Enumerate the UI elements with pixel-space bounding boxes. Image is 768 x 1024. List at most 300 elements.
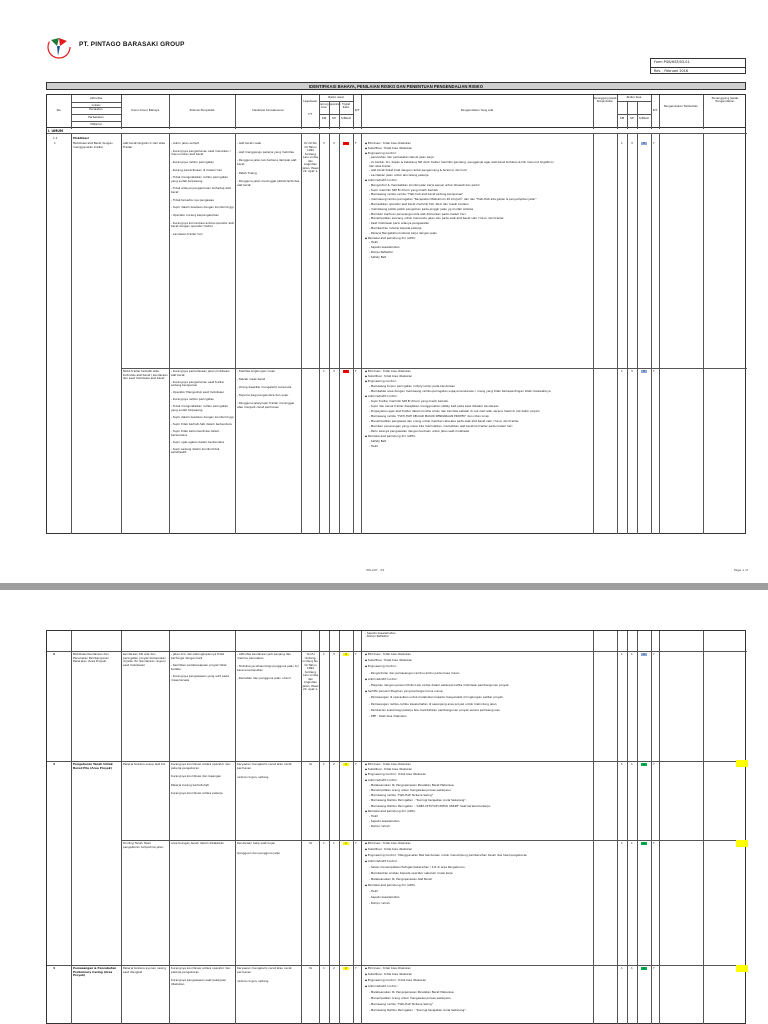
control-item: - Supir memiliki SIM B Umum yang masih berlaku	[369, 187, 439, 192]
legal-cell: Ya	[308, 966, 313, 970]
likelihood-value: 1	[323, 652, 325, 656]
form-number: Form PGB/HSE/03-01	[654, 60, 690, 64]
grid-line	[47, 133, 747, 134]
control-item: ◆ Sertifik personil Plagman yang berlangsi harus cukup.	[365, 690, 560, 693]
control-item: ◆ Pemakai alat pelindung diri (APD).	[365, 810, 560, 813]
grid-line	[593, 95, 594, 129]
control-item: - Helm	[369, 444, 379, 448]
cause-item: - Kurang pemeriksaan di malam hari	[171, 167, 223, 172]
control-item: ◆ Engineering Control :	[365, 380, 560, 383]
col-header-legal: Legalisasi	[303, 99, 317, 103]
residual-risk-cell: 3	[641, 370, 647, 374]
severity-value: 3	[333, 369, 335, 373]
control-item: ◆ Pemakai alat pelindung diri (APD):	[365, 435, 560, 438]
control-item: - Sepatu keselamatan	[369, 245, 400, 250]
control-item: ◆ Substitusi : tidak bisa dilakukan	[365, 848, 560, 851]
control-item: - Memasang Rambu Peringatan : "Kuningi Kerajaban Anda Sekarang".	[369, 1008, 467, 1012]
control-item: - Safety Belt	[369, 254, 387, 259]
cause-item: - Jalan licin dan kehingkupannya tidak berfungsi dengan baik	[171, 652, 225, 660]
risk-decision: Y	[355, 841, 357, 845]
residual-decision: Y	[653, 966, 655, 970]
consequence-item: Karyawan mengalami cacat atau cacat permanen	[237, 966, 292, 974]
grid-line	[169, 133, 170, 534]
control-item: - Melaksanakan IK. Pengoperasian Alat Berat	[369, 877, 432, 881]
control-item: - Memastikan operator alat berat memiliki SIO, SILO dan masih berlaku	[369, 201, 469, 206]
control-item: - Sepatu keselamatan	[369, 895, 400, 899]
col-header-sisa-skor: S/NILAI	[639, 116, 649, 120]
footer-doc-code: IHK-LN7 , R1	[366, 568, 385, 572]
control-list	[365, 967, 560, 1015]
grid-line	[651, 133, 652, 534]
cause-list	[171, 967, 234, 991]
row-sub-number: 1	[54, 141, 56, 145]
grid-line	[235, 95, 236, 129]
control-item: - Pemasangan di operasikan untuk melakukan kepada masyarakat di lingkungan sekitar proyek.	[369, 695, 504, 700]
cause-item: - Supir dalam keadaan dengan kondisi tinggi	[171, 414, 234, 419]
control-item: ◆ Substitusi : tidak bisa dilakukan	[365, 973, 560, 976]
section-label: I. UMUM	[48, 129, 64, 133]
residual-likelihood: 1	[621, 141, 623, 145]
severity-value: 1	[333, 841, 335, 845]
residual-severity: 3	[631, 141, 633, 145]
control-item: - alat berat diikat kuat dengan rantai pengencang & terkunci dari lock	[369, 168, 468, 173]
control-item: ◆ Engineering Control : Menggunakan Bak Kendaraan untuk menampung pembersihan tanah dua hasil pengeboran	[365, 854, 560, 857]
risk-decision: T	[355, 141, 357, 145]
hazard-cell: Mobil trailler terbalik atau tertindas alat berat / kendaraan lain saat mobilisasi alat berat	[123, 369, 168, 380]
residual-decision: Y	[653, 762, 655, 766]
grid-line	[627, 133, 628, 534]
col-header-kemungkinan: Kemung kinan	[319, 103, 329, 110]
control-item: ◆ Administratif control :	[365, 678, 560, 681]
grid-line	[71, 107, 121, 108]
control-item: ◆ Pemakai alat pelindung diri (APD):	[365, 237, 560, 240]
col-header-sisa-risiko: Risiko Sisa	[626, 95, 642, 99]
col-header-rt: R/T	[354, 108, 360, 112]
control-item: - Saat mobilisasi perlu adanya pengawalan	[369, 221, 430, 226]
control-item: - Memasang tonjun peringatan (rotary lamp) pada kendaraan	[369, 384, 456, 388]
control-item: ◆ Administratif control :	[365, 779, 560, 782]
grid-line	[71, 102, 121, 103]
footer-page-number: Page 1 of	[734, 568, 748, 572]
activity-cell: Pengeboran Tanah Untuk Bored Pile (Area Proyek)	[73, 762, 113, 770]
control-item: - Helm	[369, 889, 379, 893]
control-item: ◆ Substitusi : tidak bisa dilakukan	[365, 659, 560, 662]
control-item: - Memberikan induksi kepada pekerja	[369, 225, 422, 230]
grid-line	[617, 114, 651, 115]
control-list	[365, 763, 560, 831]
cause-item: - Tidak menginstalkan rambu peringatan yang sudah terpasang	[171, 404, 229, 412]
residual-likelihood: 1	[621, 652, 623, 656]
grid-line	[593, 133, 594, 534]
cause-item: - Tidak tersedia nya pengawas	[171, 197, 214, 202]
hazard-cell: alat berat tergelincir dari atas Trailler	[123, 141, 165, 149]
consequence-item: - Tabrak rusak berat	[237, 377, 266, 382]
grid-line	[71, 95, 72, 129]
activity-cell: Mobilisasi alat Berat dengan menggunakan trailler	[73, 141, 113, 149]
col-header-pj-tambahan: Penanggung Jawab Pengendalian	[711, 96, 739, 104]
likelihood-value: 1	[323, 966, 325, 970]
legal-cell: Ya UU No. 14 Tahun 1992 tentang Lalu Lintas dan Angkutan Jalan; Pasal 22, Ayat 1.	[302, 141, 319, 173]
control-item: - Pemberian sosial bagi pekerja bila melintahkan pembangunan proyek secara pembangunan.	[369, 707, 501, 712]
activity-header: Mobilisasi	[73, 136, 89, 140]
consequence-item: - Tayuma bagi pengendara dan supir	[237, 393, 289, 398]
control-item: - Mengontrol & memastikan kondisi jalan kerja sesuai untuk dilewati dan parkir	[369, 182, 480, 187]
risk-level-cell: 9	[343, 370, 349, 374]
col-header-penanggung-jawab: Penanggung Jawab Pengendalian	[593, 97, 617, 104]
col-header-yt: Y/T	[307, 112, 313, 116]
grid-line	[361, 133, 362, 534]
grid-line	[319, 114, 353, 115]
control-item: - Memasang rambu "HATI-HATI KELUAR MASUK KENDARAAN PROYEK" dan rotan lurap	[369, 414, 489, 418]
severity-value: 3	[333, 652, 335, 656]
control-item: - Rompi rumah	[369, 901, 390, 905]
control-item: - Menempatkan pengawas dan orang untuk memberi aba-aba pada saat alat berat naik / turun dari trailler.	[369, 419, 520, 423]
col-header-perbekalan: Perbekalan	[88, 115, 104, 119]
cause-item: - Landasan trailler licin	[171, 231, 203, 236]
cause-item: - Supir tidak berkonsentrasi dalam berkendara	[171, 429, 220, 437]
carry-item: - Sepatu keselamatan	[365, 631, 396, 635]
grid-line	[627, 101, 628, 129]
cause-item: - Kurangnya rambu peringatan	[171, 159, 215, 164]
legal-cell: Ya UU Undang-undang No. 14 Tahun 1992 tentang Lalu Lintas dan Angkutan Jalan; Pasal 22, Ayat 1.	[302, 652, 319, 691]
col-header-peralatan: Peralatan	[89, 107, 103, 111]
grid-line	[71, 121, 121, 122]
row-number: 4	[53, 966, 55, 970]
grid-line	[121, 95, 122, 129]
control-item: ◆ Administratif control :	[365, 179, 560, 182]
cause-item: - Supir sedang dalam kondisi tidak sehat/sakit	[171, 446, 220, 455]
consequence-item: - Terbutunya situasi bagi pengguna jalan tol karena kemacetan	[237, 664, 299, 672]
risk-decision: Y	[355, 652, 357, 656]
residual-likelihood: 1	[621, 841, 623, 845]
consequence-item: - Pengguna jalan/supir trailler meninggal atau menjadi cacat permanen	[237, 401, 295, 409]
control-item: - Pekerja Mengetahui Instuksi kerja dengan jelas	[369, 230, 437, 235]
risk-level-cell: 2	[343, 967, 349, 971]
consequence-list	[237, 142, 300, 192]
consequence-item: - Patah Tulang	[237, 170, 257, 175]
grid-line	[617, 133, 618, 534]
company-name: PT. PINTAGO BARASAKI GROUP	[79, 41, 185, 48]
control-item: - melintasing patok-patok pengaman pada pinggir jalan yg mudah amblas	[369, 206, 474, 211]
severity-value: 2	[333, 966, 335, 970]
control-item: - perubahan dan pemasatan teknik jalan kerja	[369, 155, 434, 160]
consequence-list	[237, 370, 300, 414]
cause-item: Kurangnya koordinasi antara operator dan pekerja pengeboran	[171, 762, 231, 770]
residual-decision: Y	[653, 841, 655, 845]
control-item: ◆ Substitusi : tidak bisa dilakukan	[365, 147, 560, 150]
row-number: 1.1	[53, 136, 58, 140]
grid-line	[329, 133, 330, 534]
residual-severity: 1	[631, 762, 633, 766]
risk-level-cell: 1	[343, 842, 349, 846]
control-item: - Perlu adanya pengawalan dengan bantuan untuk jalan saat mobilisasi	[369, 429, 470, 433]
activity-cell: Mobilisasi Kendaraan dan Penerapan Pembangunan Pekerjaan (Area Proyek)	[73, 652, 109, 663]
col-header-sisa-km: KM	[619, 116, 625, 120]
grid-line	[617, 101, 651, 102]
likelihood-value: 1	[323, 841, 325, 845]
consequence-item: - Orang disekitar mengalami Luka-luka	[237, 385, 292, 390]
likelihood-value: 1	[323, 762, 325, 766]
grid-line	[353, 133, 354, 534]
table-body	[46, 128, 746, 534]
grid-line	[329, 101, 330, 129]
control-item: ◆ Eliminasi : tidak bisa dilakukan	[365, 967, 560, 970]
col-header-pengendalian: Pengendalian Yang ada	[460, 108, 494, 112]
risk-level-cell: 3	[343, 653, 349, 657]
carry-item: - Rompi Reflektor	[365, 634, 390, 639]
consequence-item: cedera ringan, sedang	[237, 979, 269, 983]
grid-line	[353, 95, 354, 129]
grid-line	[319, 133, 320, 534]
residual-decision: Y	[653, 369, 655, 373]
control-item: ◆ Substitusi : tidak bisa dilakukan	[365, 375, 560, 378]
control-item: - Helm	[369, 240, 379, 245]
residual-risk-cell: 1	[641, 842, 647, 846]
control-item: - Pemasangan rambu-rambu keselamatan di sepanjang area proyek untuk melindung jalan	[369, 701, 497, 706]
control-item: - Memasang Rambu Peringatan : "Kuningi Kerajaban Anda Sekarang".	[369, 798, 467, 803]
carry-over-list	[365, 632, 560, 639]
col-header-keparahan: Keparahan	[329, 103, 341, 106]
control-item: - Memasang Rambu Peringatan : "AREA DITUTUP UNTUK UMUM" Saat kerakal berkerja.	[369, 803, 491, 808]
consequence-item: cedera ringan, sedang	[237, 775, 269, 779]
control-item: ◆ Administratif control :	[365, 395, 560, 398]
severity-value: 3	[333, 141, 335, 145]
table-body-page2	[46, 630, 746, 1024]
residual-severity: 1	[631, 652, 633, 656]
risk-decision: Y	[355, 966, 357, 970]
highlight-marker	[736, 760, 748, 767]
cause-item: - Kurangnya pengamanan saat menaikan / menurunkan alat berat	[171, 148, 231, 157]
col-header-skor: S/NILAI	[341, 116, 351, 120]
cause-item: Kurangnya koordinasi dan lapangan	[171, 774, 222, 778]
control-item: - Plagman dengan personil Polisi Lalu Lintas dalam sekenpal kahta mobilisasi pembangunan proyek	[369, 683, 509, 688]
control-item: - Sepatu keselamatan	[369, 819, 400, 824]
control-item: ◆ Eliminasi : tidak bisa dilakukan	[365, 370, 560, 373]
control-item: ◆ Substitusi : tidak bisa dilakukan	[365, 768, 560, 771]
control-item: - Memberi penerangan yang cukup bila memuatkan / kematikan alat berat ke trailler pada malam hari	[369, 424, 513, 428]
consequence-item: - Pengguna jalan meninggal akibat tertindas alat berat	[237, 179, 300, 187]
control-item: - Menempatkan orang untuk mengawasi proses pekerjaan.	[369, 788, 452, 793]
cause-list	[171, 370, 234, 458]
control-item: - Membatasi area dengan memasang rambu-peringatan supaya kendaraan / orang yang tidak berkepentingan tidak melewatinya	[369, 389, 551, 393]
control-item: ◆ Administratif Control :	[365, 860, 560, 863]
cause-item: - Tidak adanya pengamanan terhadap alat berat	[171, 186, 231, 194]
control-item: - Diupayakan agar alat trailler dalam kondisi aman dan kendala setelah di cek oleh alat, sarana mesti di cek kabin pinjam	[369, 409, 540, 413]
grid-line	[659, 133, 660, 534]
control-item: - Supir trailler memiliki SIM B Umum yang masih berlaku	[369, 399, 449, 403]
control-item: - Melaksanakan IK. Pengoperasian Peralatan Berat Mekanisa.	[369, 782, 455, 787]
cause-item: - Kurangnya pengawasan yang sulit pada masa tersela	[171, 674, 229, 682]
col-header-kp: KP	[332, 116, 336, 120]
control-item: ◆ Eliminasi : tidak bisa dilakukan	[365, 763, 560, 766]
control-item: - Helm	[369, 814, 379, 819]
control-item: - Landaikan jalan untuk lalu lalang pekerja	[369, 173, 429, 178]
grid-line	[71, 114, 121, 115]
col-header-sisa-kp: KP	[630, 116, 634, 120]
cause-item: - Kemiliken pembersapaan proyek tidak terlatur	[171, 663, 227, 671]
grid-line	[319, 101, 353, 102]
control-list	[365, 370, 560, 450]
residual-decision: Y	[653, 652, 655, 656]
col-header-no: No.	[56, 108, 62, 112]
control-list	[365, 142, 560, 261]
hazard-cell: Dinding Tanah Hasil pengeboran tumpah ke jalan	[123, 841, 164, 849]
grid-line	[169, 95, 170, 129]
control-item: - Memberi bantuan penerangan bila alat dilicarikan pada malam hari	[369, 211, 466, 216]
legal-cell: Ya	[308, 762, 313, 766]
hazard-cell: Pekerja terkena susup alat bor	[123, 762, 166, 766]
cause-item: Kurangnya koordinasi antara pekerja	[171, 791, 223, 795]
consequence-item: - Aktivitas kendaraan jadi panjang dan memicu kerusakan	[237, 652, 292, 660]
control-item: - Menempatkan seorang untuk memandu jalan dan pada saat alat berat naik / turun dari trailler.	[369, 216, 505, 221]
highlight-marker	[736, 965, 748, 972]
grid-line	[659, 95, 660, 129]
cause-item: - Tidak menginstalkan rambu peringatan yang sudah terpasang	[171, 175, 229, 183]
grid-line	[121, 133, 122, 534]
control-item: ◆ Eliminasi : tidak bisa dilakukan	[365, 142, 560, 145]
table-header	[46, 94, 746, 128]
residual-risk-cell: 1	[641, 967, 647, 971]
grid-line	[651, 95, 652, 129]
cause-list	[171, 763, 234, 801]
consequence-item: - Kematian dari pengguna jalan umum	[237, 676, 291, 680]
likelihood-value: 1	[323, 369, 325, 373]
control-item: - Memasang rambu "Hati-Hati Terkena Swing"	[369, 1002, 434, 1006]
control-item: - memasang rambu peringatan "Kecepatan Maksimum 20 km/jam" dan dan "Hati-Hati ada galian & penyempitan jalan"	[369, 197, 537, 202]
form-info-box	[650, 58, 746, 74]
grid-line	[301, 95, 302, 129]
residual-likelihood: 1	[621, 762, 623, 766]
cause-item: - Kurangnya komunikasi antara operator alat berat dengan operator trailler	[171, 220, 234, 229]
consequence-item: Gangguan dan pengguna jalan	[237, 850, 281, 855]
severity-value: 2	[333, 762, 335, 766]
consequence-list	[237, 653, 300, 686]
grid-line	[339, 133, 340, 534]
activity-cell: Pemasangan & Pencabutan Preliminary Casing (Area Proyek)	[73, 966, 117, 977]
legal-cell: Ya	[308, 841, 313, 845]
risk-level-cell: 2	[343, 763, 349, 767]
cause-item: - Supir dalam keadaan dengan kondisi tinggi	[171, 205, 234, 210]
cause-item: - Kurangnya pengamanan saat trailler sedang beroperasi	[171, 379, 225, 388]
control-item: - Memasang rambu "Hati-Hati Terkena Swing"	[369, 793, 434, 798]
control-item: ◆ Engineering Control :	[365, 665, 560, 668]
control-item: ◆ Eliminasi : tidak bisa dilakukan	[365, 842, 560, 845]
col-header-risiko-awal: Risiko Awal	[328, 95, 344, 99]
row-number: 2	[53, 652, 55, 656]
grid-line	[71, 133, 72, 534]
control-item: - Supir dan kenek trailler diwajibkan menggunakan safety belt pada saat didalam kendaraan	[369, 404, 499, 408]
hazard-cell: Pekerja terkena ayunan casing saat diangkat	[123, 966, 166, 974]
residual-risk-cell: 1	[641, 763, 647, 767]
control-item: - ini bantai, tiri, depan & belakang flat deck trailler memiliki gandeng, pengganjal agar alat berat terhalan & tdk menurut lingeltiron dari atas trailer.	[369, 160, 554, 168]
cause-item: - Operator Mengantuk saat mobilisasi	[171, 390, 224, 395]
grid-line	[301, 133, 302, 534]
col-header-km: KM	[321, 116, 327, 120]
company-logo-icon	[46, 34, 72, 60]
col-header-aktivitas: Aktivitas	[89, 96, 103, 100]
consequence-item: Karyawan mengalami cacat atau cacat permanen	[237, 762, 292, 770]
col-header-konsekuensi: Deskripsi Konsekuensi	[252, 108, 284, 112]
consequence-list	[237, 842, 300, 861]
risk-level-cell: 9	[343, 142, 349, 146]
consequence-item: - alat berat rusak	[237, 141, 262, 145]
col-header-penyebab: Potensi Penyebab	[189, 108, 215, 112]
control-item: ◆ Engineering Control : tidak bisa dilakukan	[365, 979, 560, 982]
residual-likelihood: 1	[621, 966, 623, 970]
cause-item: - Adirin jalan sempit	[171, 141, 200, 145]
grid-line	[339, 101, 340, 129]
control-item: - PPE : tidak bisa dilakukan	[369, 714, 407, 719]
control-item: - Pengontolan dan pemasangan rambu-rambu pada masa mesin	[369, 670, 460, 675]
cause-item: - Supir tidak berhati-hati dalam berkendara	[171, 422, 232, 427]
control-item: ◆ Engineering Control : tidak bisa dilakukan	[365, 773, 560, 776]
grid-line	[637, 101, 638, 129]
revision-label: Rev. , Februari 2016	[651, 67, 745, 75]
residual-severity: 1	[631, 841, 633, 845]
cause-item: Kurangnya pengawasan saat pekerjaan dilakukan	[171, 978, 227, 986]
cause-list	[171, 653, 234, 686]
col-header-rekomendasi: Pengendalian Tambahan	[663, 104, 699, 108]
control-list	[365, 653, 560, 721]
grid-line	[703, 133, 704, 534]
grid-line	[637, 133, 638, 534]
col-header-lokasi: Lokasi	[91, 103, 101, 107]
cause-list	[171, 142, 234, 241]
document-page-2	[0, 590, 768, 1024]
col-header-material: Material	[90, 122, 102, 126]
document-title: IDENTIFIKASI BAHAYA, PENILAIAN RISIKO DAN PENENTUAN PENGENDALIAN RISIKO	[46, 82, 746, 90]
consequence-item: - alat menggangu pekerja yang melintas	[237, 149, 294, 154]
cause-item: Pekerja kurang berhati-hati	[171, 782, 210, 787]
control-item: - Melaksanakan IK. Pengoperasian Peralatan Berat Mekanisa.	[369, 990, 455, 994]
col-header-sisa-rt: R/T	[652, 108, 658, 112]
risk-decision: T	[355, 369, 357, 373]
cause-item: Area tuangan tanah dalam dibatalkan	[171, 841, 225, 845]
residual-likelihood: 1	[621, 369, 623, 373]
control-item: ◆ Eliminasi : tidak bisa dilakukan	[365, 653, 560, 656]
likelihood-value: 3	[323, 141, 325, 145]
residual-risk-cell: 3	[641, 142, 647, 146]
cause-item: - Operator kurang berpengalaman	[171, 213, 220, 217]
cause-list	[171, 842, 234, 851]
residual-severity: 1	[631, 966, 633, 970]
cause-item: - Kurangnya pemeriksaan jalan mobilisasi alat berat	[171, 369, 230, 377]
cause-item: - Supir ugal-ugalan dalam berkendara	[171, 439, 225, 444]
residual-severity: 3	[631, 369, 633, 373]
control-item: - Rompi Reflektor	[369, 249, 394, 254]
row-number: 3	[53, 762, 55, 766]
consequence-item: Kendaraan Selip saat hujan	[237, 841, 276, 845]
highlight-marker	[736, 840, 748, 847]
control-list	[365, 842, 560, 908]
control-item: - Safety Belt	[369, 439, 387, 443]
consequence-list	[237, 967, 300, 990]
residual-risk-cell: 1	[641, 653, 647, 657]
control-item: - Rompi rumah	[369, 824, 390, 829]
control-item: ◆ Administratif control :	[365, 985, 560, 988]
residual-decision: Y	[653, 141, 655, 145]
col-header-bahaya: Unsur-Unsur Bahaya	[130, 108, 160, 112]
control-item: - Memasang rambu-rambu "Hati-hati alat berat sedang beroperasi"	[369, 192, 464, 197]
grid-line	[703, 95, 704, 129]
control-item: ◆ Engineering Control :	[365, 152, 560, 155]
consequence-item: - Pengguna jalan lain terkena dampak alat berat	[237, 158, 297, 166]
control-item: - Memberikan Arahan Kepada operator sebelum mulai kerja	[369, 871, 453, 875]
control-item: - Menempatkan orang untuk mengawasi proses pekerjaan.	[369, 996, 452, 1000]
risk-decision: Y	[355, 762, 357, 766]
hazard-cell: kendaraan tdk ada dan peringatan proyek kemenakan di Jalan Tol (kendaraan ringan) saat mobilisasi)	[123, 652, 166, 667]
grid-line	[361, 95, 362, 129]
